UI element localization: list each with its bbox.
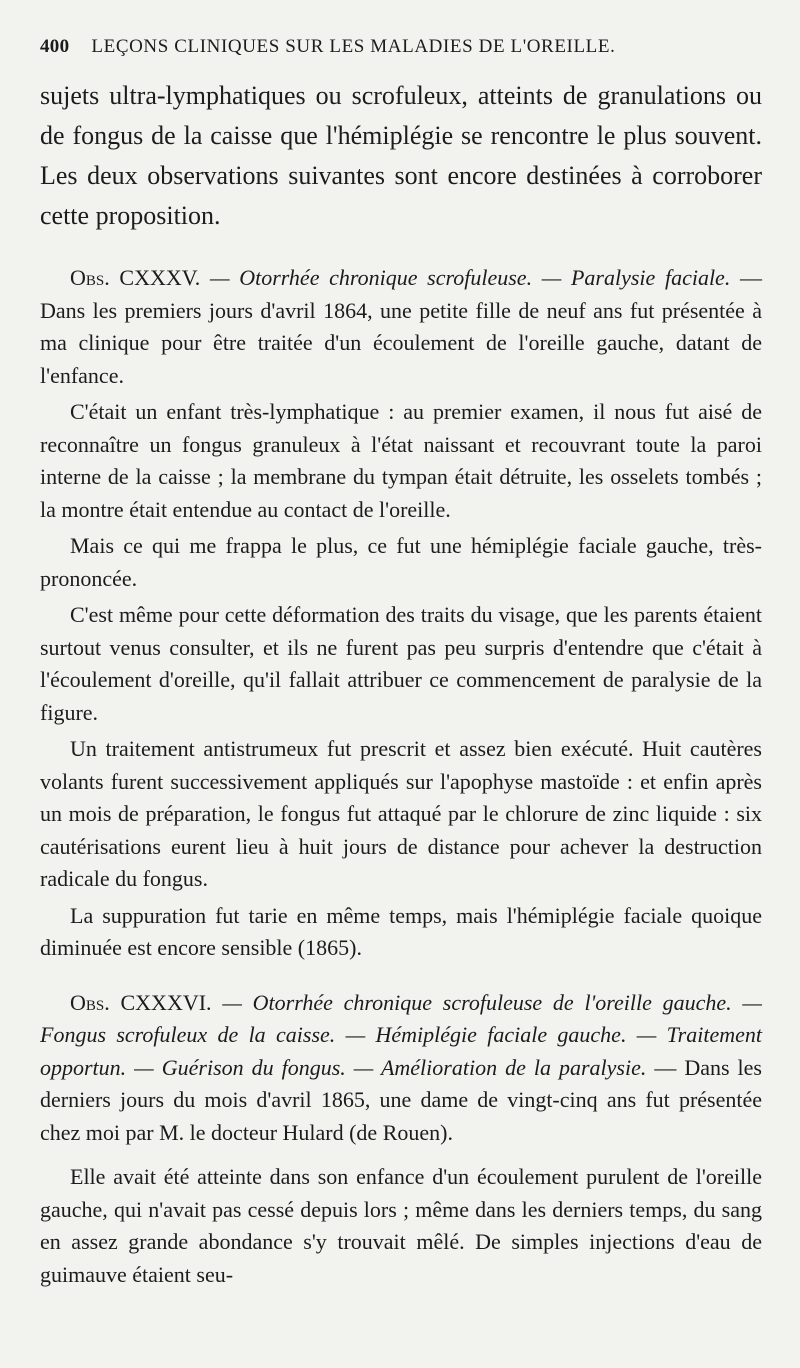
paragraph: C'est même pour cette déformation des traits du visage, que les parents étaient surtout venus consulter, et ils ne furent pas peu surpris d'entendre que c'était à l'écoulement d'oreille, qu'il fallait attribuer ce commencement de paralysie de la figure.: [40, 602, 762, 725]
running-title: LEÇONS CLINIQUES SUR LES MALADIES DE L'OREILLE.: [91, 36, 616, 57]
observation-label: Obs. CXXXV.: [70, 265, 201, 290]
observation-title: — Otorrhée chronique scrofuleuse. — Paralysie faciale.: [209, 265, 731, 290]
observation-title: — Otorrhée chronique scrofuleuse de l'oreille gauche. — Fongus scrofuleux de la caisse. — Hémiplégie faciale gauche. — Traitement opportun. — Guérison du fongus. — Amélioration de la paralysie.: [40, 989, 762, 1080]
observation-135-heading: [40, 262, 762, 392]
page-number: 400: [40, 36, 70, 57]
paragraph: Mais ce qui me frappa le plus, ce fut une hémiplégie faciale gauche, très-prononcée.: [40, 533, 762, 591]
intro-paragraph: sujets ultra-lymphatiques ou scrofuleux, atteints de granulations ou de fongus de la caisse que l'hémiplégie se rencontre le plus souvent. Les deux observations suivantes sont encore destinées à corroborer cette proposition.: [40, 81, 762, 230]
observation-text: — Dans les derniers jours du mois d'avril 1865, une dame de vingt-cinq ans fut présentée chez moi par M. le docteur Hulard (de Rouen).: [40, 1054, 762, 1145]
paragraph: Un traitement antistrumeux fut prescrit et assez bien exécuté. Huit cautères volants furent successivement appliqués sur l'apophyse mastoïde : et enfin après un mois de préparation, le fongus fut attaqué par le chlorure de zinc liquide : six cautérisations eurent lieu à huit jours de distance pour achever la destruction radicale du fongus.: [40, 736, 762, 891]
observation-136-heading: [40, 987, 762, 1150]
paragraph: Elle avait été atteinte dans son enfance d'un écoulement purulent de l'oreille gauche, qui n'avait pas cessé depuis lors ; même dans les derniers temps, du sang en assez grande abondance s'y trouvait mêlé. De simples injections d'eau de guimauve étaient seu-: [40, 1164, 762, 1287]
observation-label: Obs. CXXXVI.: [70, 989, 212, 1015]
paragraph: C'était un enfant très-lymphatique : au premier examen, il nous fut aisé de reconnaître un fongus granuleux à l'état naissant et recouvrant toute la paroi interne de la caisse ; la membrane du tympan était détruite, les osselets tombés ; la montre était entendue au contact de l'oreille.: [40, 399, 762, 522]
paragraph: La suppuration fut tarie en même temps, mais l'hémiplégie faciale quoique diminuée est encore sensible (1865).: [40, 902, 762, 960]
observation-text: — Dans les premiers jours d'avril 1864, une petite fille de neuf ans fut présentée à ma clinique pour être traitée d'un écoulement de l'oreille gauche, datant de l'enfance.: [40, 265, 762, 388]
running-header: [40, 36, 762, 66]
